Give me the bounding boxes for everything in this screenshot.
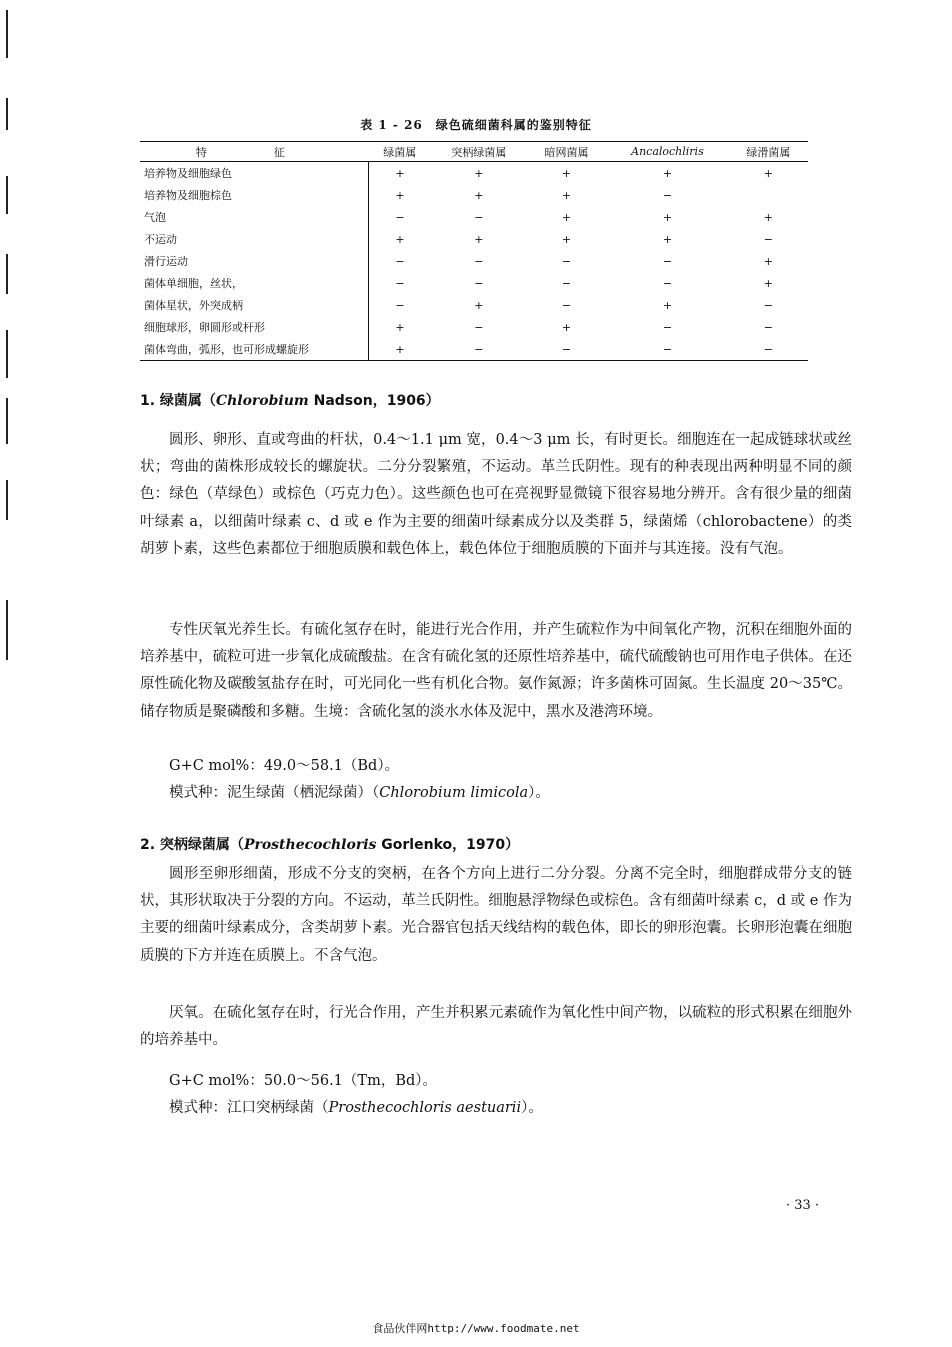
table-body [140,162,808,361]
feature-label: 不运动 [140,228,369,250]
feature-value: + [561,210,572,224]
feature-value: + [395,320,405,334]
paragraph-type-species [140,780,852,807]
feature-label: 菌体弯曲，弧形，也可形成螺旋形 [140,338,369,361]
page-number: · 33 · [786,1198,820,1213]
feature-value: − [395,210,405,224]
feature-value: + [561,166,572,180]
paragraph-type-species [140,1095,852,1122]
paragraph-morphology: 圆形至卵形细菌，形成不分支的突柄，在各个方向上进行二分分裂。分离不完全时，细胞群成带分支的链状，其形状取决于分裂的方向。不运动，革兰氏阴性。细胞悬浮物绿色或棕色。含有细菌叶绿素 c，d 或 e 作为主要的细菌叶绿素成分，含类胡萝卜素。光合器官包括天线结构的载色体，即长的卵形泡囊。长卵形泡囊在细胞质膜的下方并连在质膜上。不含气泡。 [140,866,852,964]
table-header-cell: 绿菌属 [369,142,431,162]
feature-value: + [561,320,572,334]
table-row [140,338,808,361]
feature-label: 培养物及细胞棕色 [140,184,369,206]
feature-value: − [474,254,484,268]
feature-value: + [763,254,773,268]
type-species-prefix: 模式种：江口突柄绿菌（ [169,1100,329,1116]
feature-value: + [474,166,484,180]
feature-value: + [662,210,673,224]
table-header-row [140,142,808,162]
paragraph-gc-content: G+C mol%：49.0～58.1（Bd）。 [169,758,400,774]
feature-value: − [561,254,572,268]
feature-value: + [662,232,673,246]
feature-value: − [662,320,673,334]
paragraph-physiology: 厌氧。在硫化氢存在时，行光合作用，产生并积累元素硫作为氧化性中间产物，以硫粒的形式积累在细胞外的培养基中。 [140,1005,852,1049]
type-species-name: Chlorobium limicola [379,785,529,801]
feature-label: 滑行运动 [140,250,369,272]
table-row [140,162,808,185]
type-species-prefix: 模式种：泥生绿菌（栖泥绿菌）（ [169,785,380,801]
feature-label: 气泡 [140,206,369,228]
feature-value: − [527,338,606,361]
feature-table [140,141,808,361]
table-header-cell: 暗网菌属 [527,142,606,162]
table-row [140,228,808,250]
heading-genus: Prosthecochloris [243,837,377,853]
heading-author: Gorlenko，1970） [376,837,520,853]
heading-genus: Chlorobium [215,393,309,409]
table-row [140,294,808,316]
feature-value: − [763,320,773,334]
feature-value: − [662,188,673,202]
paragraph-gc-content: G+C mol%：50.0～56.1（Tm，Bd）。 [169,1073,438,1089]
feature-value: + [763,210,773,224]
feature-label: 菌体单细胞，丝状， [140,272,369,294]
feature-value: − [431,338,527,361]
feature-value: − [662,276,673,290]
table-row [140,272,808,294]
feature-value: − [561,276,572,290]
table-row [140,316,808,338]
table-row [140,184,808,206]
feature-value: − [395,254,405,268]
feature-value: − [729,338,808,361]
table-header-cell: 绿滑菌属 [729,142,808,162]
feature-value: + [395,188,405,202]
type-species-suffix: ）。 [528,785,550,801]
feature-value: + [474,298,484,312]
table-row [140,250,808,272]
table-header-cell: 突柄绿菌属 [431,142,527,162]
feature-value: − [474,320,484,334]
type-species-name: Prosthecochloris aestuarii [328,1100,522,1116]
feature-value: + [662,298,673,312]
table-header-cell: 特 征 [140,142,369,162]
feature-value: + [662,166,673,180]
feature-value: + [561,188,572,202]
feature-value: + [474,232,484,246]
feature-value: − [763,232,773,246]
footer-watermark-text: 食品伙伴网http://www.foodmate.net [372,1322,580,1335]
heading-number: 1. 绿菌属（ [140,393,216,409]
feature-label: 细胞球形，卵圆形或杆形 [140,316,369,338]
feature-value [729,184,808,206]
table-row [140,206,808,228]
heading-number: 2. 突柄绿菌属（ [140,837,244,853]
feature-value: + [763,276,773,290]
feature-value: − [662,254,673,268]
table-header-cell: Ancalochliris [606,142,729,162]
feature-value: + [474,188,484,202]
table-caption: 表 1 - 26 绿色硫细菌科属的鉴别特征 [360,118,592,132]
feature-value: − [474,276,484,290]
feature-value: + [763,166,773,180]
paragraph-physiology: 专性厌氧光养生长。有硫化氢存在时，能进行光合作用，并产生硫粒作为中间氧化产物，沉积在细胞外面的培养基中，硫粒可进一步氧化成硫酸盐。在含有硫化氢的还原性培养基中，硫代硫酸钠也可用作电子供体。在还原性硫化物及碳酸氢盐存在时，可光同化一些有机化合物。氨作氮源；许多菌株可固氮。生长温度 20～35℃。储存物质是聚磷酸和多糖。生境：含硫化氢的淡水水体及泥中，黑水及港湾环境。 [140,622,852,720]
feature-value: + [395,232,405,246]
feature-value: − [474,210,484,224]
feature-value: − [561,298,572,312]
section-heading-prosthecochloris [140,834,519,854]
feature-value: − [763,298,773,312]
feature-value: + [395,166,405,180]
feature-value: − [395,298,405,312]
paragraph-morphology: 圆形、卵形、直或弯曲的杆状，0.4～1.1 μm 宽，0.4～3 μm 长，有时更长。细胞连在一起成链球状或丝状；弯曲的菌株形成较长的螺旋状。二分分裂繁殖，不运动。革兰氏阴性。现有的种表现出两种明显不同的颜色：绿色（草绿色）或棕色（巧克力色）。这些颜色也可在亮视野显微镜下很容易地分辨开。含有很少量的细菌叶绿素 a，以细菌叶绿素 c、d 或 e 作为主要的细菌叶绿素成分以及类群 5，绿菌烯（chlorobactene）的类胡萝卜素，这些色素都位于细胞质膜和载色体上，载色体位于细胞质膜的下面并与其连接。没有气泡。 [140,432,852,557]
section-heading-chlorobium [140,390,440,410]
feature-value: + [561,232,572,246]
feature-value: + [369,338,431,361]
feature-value: − [395,276,405,290]
feature-value: − [606,338,729,361]
feature-label: 菌体星状，外突成柄 [140,294,369,316]
heading-author: Nadson，1906） [308,393,440,409]
type-species-suffix: ）。 [521,1100,543,1116]
feature-label: 培养物及细胞绿色 [140,162,369,185]
